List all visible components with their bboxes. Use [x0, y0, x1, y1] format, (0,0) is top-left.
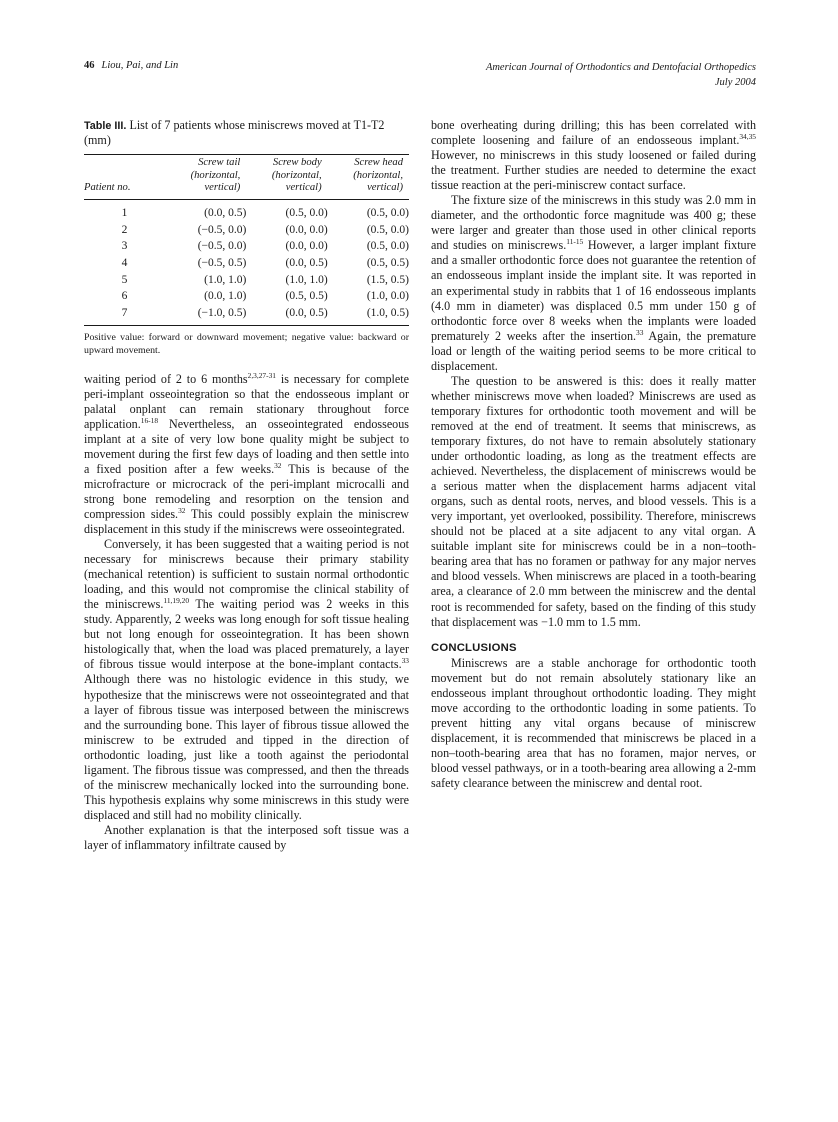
th-screw-tail [165, 154, 246, 200]
th-head-line3: vertical) [367, 182, 403, 194]
text-run: The fixture size of the miniscrews in this study was 2.0 mm in diameter, and the orthodontic force magnitude was 400 g; these were larger and greater than those used in other clinical reports and studies on miniscrews. [431, 193, 756, 253]
citation-ref: 2,3,27-31 [247, 370, 276, 380]
cell-screw-head: (0.5, 0.0) [366, 207, 409, 220]
left-column [84, 118, 409, 853]
cell-screw-body: (0.5, 0.0) [285, 207, 328, 220]
cell-patient: 7 [121, 306, 128, 319]
running-head-left [84, 60, 178, 71]
table-row [84, 305, 409, 322]
right-column [431, 118, 756, 791]
paragraph-left-1 [84, 372, 409, 538]
cell-screw-tail: (−0.5, 0.5) [197, 257, 247, 269]
table-row [84, 222, 409, 239]
cell-screw-head: (1.0, 0.5) [366, 306, 409, 319]
text-run: bone overheating during drilling; this has been correlated with complete loosening and failure of an endosseous implant. [431, 118, 756, 148]
cell-screw-body: (0.0, 0.5) [285, 306, 328, 319]
table-caption [84, 118, 409, 149]
paragraph-right-1 [431, 118, 756, 193]
paragraph-conclusions: Miniscrews are a stable anchorage for orthodontic tooth movement but do not remain absolutely stationary like an endosseous implant throughout orthodontic loading. They might move according to the orthodontic loading in some patients. To prevent hitting any vital organs because of miniscrew displacement, it is recommended that miniscrews be placed in a non–tooth-bearing area that has no foramen, major nerves, or blood vessel pathways, or in a tooth-bearing area allowing a 2-mm safety clearance between the miniscrew and dental root. [431, 655, 756, 790]
th-body-line2: (horizontal, [271, 169, 322, 181]
cell-screw-tail: (0.0, 0.5) [204, 207, 247, 220]
cell-screw-body: (0.0, 0.0) [285, 240, 328, 253]
citation-ref: 32 [178, 505, 186, 515]
cell-screw-body: (0.0, 0.0) [285, 223, 328, 236]
table-head [84, 154, 409, 200]
table-iii [84, 118, 409, 358]
cell-screw-head: (1.0, 0.0) [366, 290, 409, 303]
table-header-row [84, 154, 409, 200]
citation-ref: 16-18 [140, 415, 159, 425]
cell-screw-head: (1.5, 0.5) [366, 273, 409, 286]
cell-screw-body: (0.0, 0.5) [285, 257, 328, 269]
table-bottom-rule [84, 325, 409, 326]
cell-screw-body: (1.0, 1.0) [285, 273, 328, 286]
text-run: Conversely, it has been suggested that a waiting period is not necessary for miniscrews because their primary stability (mechanical retention) is sufficient to sustain normal orthodontic loading, and this would not compromise the clinical stability of the miniscrews. [84, 537, 409, 612]
text-run: waiting period of 2 to 6 months [84, 371, 248, 386]
journal-title: American Journal of Orthodontics and Dentofacial Orthopedics [485, 62, 756, 73]
paragraph-right-2 [431, 193, 756, 374]
text-run: The waiting period was 2 weeks in this study. Apparently, 2 weeks was long enough for soft tissue healing but not long enough for osseointegration. It has been shown histologically that, when the load was placed prematurely, a layer of fibrous tissue would interpose at the bone-implant contacts. [84, 597, 409, 672]
th-screw-head [328, 154, 409, 200]
text-run: Again, the premature load or length of the waiting period seems to be more critical to displacement. [431, 328, 756, 373]
th-screw-body [246, 154, 327, 200]
table-row [84, 272, 409, 289]
cell-patient: 5 [121, 273, 128, 286]
cell-screw-head: (0.5, 0.0) [366, 240, 409, 253]
issue-date: July 2004 [714, 77, 756, 89]
table-label: Table III. [84, 120, 127, 132]
table-body [84, 200, 409, 321]
citation-ref: 32 [274, 460, 282, 470]
paragraph-right-3 [431, 374, 756, 630]
cell-screw-tail: (1.0, 1.0) [204, 273, 247, 286]
conclusions-heading: CONCLUSIONS [431, 641, 517, 654]
citation-ref: 11,19,20 [163, 596, 190, 606]
cell-patient: 1 [121, 207, 128, 220]
citation-ref: 33 [636, 327, 644, 337]
cell-patient: 4 [121, 257, 128, 269]
miniscrew-movement-table [84, 154, 409, 322]
table-row [84, 288, 409, 305]
text-run: This could possibly explain the miniscrew displacement in this study if the miniscrews were osseointegrated. [84, 506, 409, 536]
cell-screw-head: (0.5, 0.5) [366, 257, 409, 269]
th-tail-line1: Screw tail [198, 156, 241, 168]
th-head-line1: Screw head [354, 156, 403, 168]
table-row [84, 238, 409, 255]
th-patient-no [84, 154, 165, 200]
running-head-authors: Liou, Pai, and Lin [101, 60, 179, 71]
th-tail-line2: (horizontal, [190, 169, 241, 181]
text-run: However, a larger implant fixture and a smaller orthodontic force does not guarantee the retention of an endosseous implant inside the implant site. It was reported in an experimental study in rabbits that 1 of 16 endosseous implants (4.0 mm in diameter) was displaced 0.5 mm under 150 g of orthodontic force over 8 weeks when the implants were loaded prematurely 2 weeks after the insertion. [431, 238, 756, 343]
table-caption-text: List of 7 patients whose miniscrews moved at T1-T2 (mm) [84, 118, 385, 148]
cell-screw-head: (0.5, 0.0) [366, 223, 409, 236]
th-patient-line3: Patient no. [84, 182, 131, 194]
th-head-line2: (horizontal, [353, 169, 403, 181]
cell-screw-tail: (−1.0, 0.5) [197, 306, 247, 319]
paragraph-left-2 [84, 537, 409, 823]
paragraph-left-3 [84, 823, 409, 853]
running-head [84, 60, 756, 90]
text-run: The question to be answered is this: does it really matter whether miniscrews move when loaded? Miniscrews are used as temporary fixtures for orthodontic tooth movement and will be removed at the end of treatment. It seems that miniscrews, as temporary fixtures, do not have to remain absolutely stationary under orthodontic loading, as long as the treatment effects are achieved. Nevertheless, the displacement of miniscrews would be a serious matter when the displacement harms adjacent vital organs, such as dental roots, nerves, and blood vessels. This is a very important, yet overlooked, possibility. Therefore, miniscrews should not be placed at a site adjacent to any vital organ. A suitable implant site for miniscrews could be in a non–tooth-bearing area that has no foramen or pathway for any major nerves and blood vessels. When miniscrews are placed in a tooth-bearing area, a clearance of 2.0 mm between the miniscrew and the dental root is recommended for safety, based on the finding of this study that displacement was −1.0 mm to 1.5 mm. [431, 373, 756, 629]
text-run: This is because of the microfracture or microcrack of the peri-implant microcalli and strong bone remodeling and resorption on the tension and compression sides. [84, 461, 409, 521]
running-head-right [486, 60, 756, 90]
citation-ref: 34,35 [739, 132, 756, 142]
citation-ref: 11-15 [566, 237, 584, 247]
cell-patient: 6 [121, 290, 128, 303]
page-number: 46 [84, 60, 95, 71]
text-run: Another explanation is that the interposed soft tissue was a layer of inflammatory infiltrate caused by [84, 822, 409, 852]
cell-patient: 3 [121, 240, 128, 253]
cell-screw-tail: (−0.5, 0.0) [197, 240, 247, 253]
cell-screw-body: (0.5, 0.5) [285, 290, 328, 303]
citation-ref: 33 [401, 656, 409, 666]
table-row [84, 255, 409, 272]
text-run: However, no miniscrews in this study loosened or failed during the treatment. Further studies are needed to determine the exact tissue reaction at the peri-miniscrew contact surface. [431, 148, 756, 193]
th-body-line3: vertical) [285, 182, 322, 194]
text-run: Although there was no histologic evidence in this study, we hypothesize that the miniscrews were not osseointegrated and that a layer of fibrous tissue was interposed between the miniscrews and the surrounding bone. This layer of fibrous tissue allowed the miniscrew to be extruded and tipped in the direction of orthodontic loading, just like a tooth against the periodontal ligament. The fibrous tissue was compressed, and then the threads of the miniscrew mechanically locked into the surrounding bone. This hypothesis explains why some miniscrews in this study were displaced and still had no mobility clinically. [84, 672, 409, 822]
cell-screw-tail: (−0.5, 0.0) [197, 223, 247, 236]
th-body-line1: Screw body [272, 156, 322, 168]
cell-patient: 2 [121, 223, 128, 236]
th-tail-line3: vertical) [204, 182, 241, 194]
cell-screw-tail: (0.0, 1.0) [204, 290, 247, 303]
table-footnote: Positive value: forward or downward movement; negative value: backward or upward movement. [84, 332, 409, 357]
text-run: is necessary for complete peri-implant osseointegration so that the endosseous implant or palatal onplant can remain stationary throughout force application. [84, 371, 409, 431]
table-row [84, 200, 409, 222]
text-run: Nevertheless, an osseointegrated endosseous implant at a site of very low bone quality might be subject to movement during the first few days of loading and then settle into a fixed position after a few weeks. [84, 416, 409, 476]
